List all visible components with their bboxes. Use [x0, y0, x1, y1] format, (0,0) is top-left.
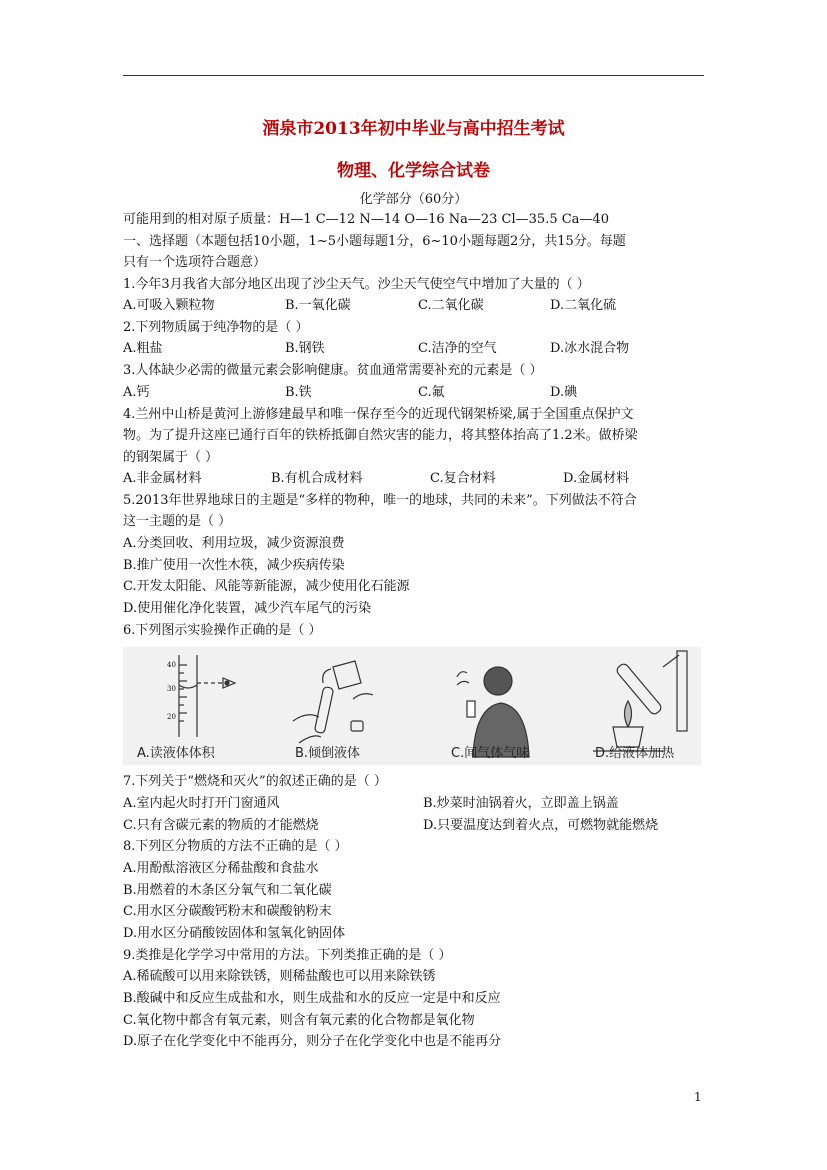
q5-option-d: D.使用催化净化装置，减少汽车尾气的污染: [123, 601, 372, 616]
q5-option-b: B.推广使用一次性木筷，减少疾病传染: [123, 558, 345, 573]
scale-label-40: 40: [167, 661, 176, 669]
page-number: 1: [694, 1090, 702, 1104]
caption-c: C.闻气体气味: [451, 746, 530, 761]
scale-label-20: 20: [167, 713, 176, 721]
question-8: 8.下列区分物质的方法不正确的是（ ）: [123, 839, 348, 854]
question-5: 5.2013年世界地球日的主题是“多样的物种，唯一的地球，共同的未来”。下列做法不符合: [123, 493, 637, 508]
q9-option-b: B.酸碱中和反应生成盐和水，则生成盐和水的反应一定是中和反应: [123, 991, 501, 1006]
scale-label-30: 30: [167, 685, 176, 693]
q2-option-b: B.钢铁: [285, 341, 325, 356]
question-4-cont: 物。为了提升这座已通行百年的铁桥抵御自然灾害的能力，将其整体抬高了1.2米。做桥梁: [123, 428, 638, 443]
q1-option-b: B.一氧化碳: [285, 298, 351, 313]
q1-option-d: D.二氧化硫: [550, 298, 617, 313]
q3-option-d: D.碘: [550, 385, 578, 400]
lab-operations-figure: [123, 647, 701, 765]
q3-option-b: B.铁: [285, 385, 312, 400]
section-heading-cont: 只有一个选项符合题意）: [123, 255, 267, 270]
atomic-masses: 可能用到的相对原子质量：H—1 C—12 N—14 O—16 Na—23 Cl—35.5 Ca—40: [123, 212, 609, 227]
q4-option-a: A.非金属材料: [123, 471, 202, 486]
q2-option-a: A.粗盐: [123, 341, 163, 356]
q7-option-d: D.只要温度达到着火点，可燃物就能燃烧: [423, 818, 659, 833]
caption-b: B.倾倒液体: [295, 746, 361, 761]
q3-option-c: C.氟: [418, 385, 445, 400]
q4-option-c: C.复合材料: [430, 471, 496, 486]
caption-a: A.读液体体积: [137, 746, 215, 761]
question-9: 9.类推是化学学习中常用的方法。下列类推正确的是（ ）: [123, 948, 452, 963]
q9-option-c: C.氧化物中都含有氧元素，则含有氧元素的化合物都是氧化物: [123, 1013, 475, 1028]
q2-option-d: D.冰水混合物: [550, 341, 630, 356]
question-7: 7.下列关于“燃烧和灭火”的叙述正确的是（ ）: [123, 774, 387, 789]
q2-option-c: C.洁净的空气: [418, 341, 497, 356]
q1-option-c: C.二氧化碳: [418, 298, 484, 313]
q4-option-b: B.有机合成材料: [271, 471, 363, 486]
q8-option-c: C.用水区分碳酸钙粉末和碳酸钠粉末: [123, 904, 332, 919]
q7-option-b: B.炒菜时油锅着火，立即盖上锅盖: [423, 796, 619, 811]
q9-option-a: A.稀硫酸可以用来除铁锈，则稀盐酸也可以用来除铁锈: [123, 969, 436, 984]
q9-option-d: D.原子在化学变化中不能再分，则分子在化学变化中也是不能再分: [123, 1034, 502, 1049]
question-6: 6.下列图示实验操作正确的是（ ）: [123, 623, 322, 638]
header-rule: [123, 75, 704, 76]
section-heading: 一、选择题（本题包括10小题，1~5小题每题1分，6~10小题每题2分，共15分。每题: [123, 234, 626, 249]
question-2: 2.下列物质属于纯净物的是（ ）: [123, 320, 309, 335]
q4-option-d: D.金属材料: [563, 471, 630, 486]
q3-option-a: A.钙: [123, 385, 150, 400]
exam-subtitle: 物理、化学综合试卷: [337, 161, 490, 181]
exam-title: 酒泉市2013年初中毕业与高中招生考试: [262, 119, 565, 139]
caption-d: D.给液体加热: [595, 746, 675, 761]
question-3: 3.人体缺少必需的微量元素会影响健康。贫血通常需要补充的元素是（ ）: [123, 363, 543, 378]
q7-option-c: C.只有含碳元素的物质的才能燃烧: [123, 818, 319, 833]
q8-option-b: B.用燃着的木条区分氧气和二氧化碳: [123, 883, 332, 898]
q8-option-a: A.用酚酞溶液区分稀盐酸和食盐水: [123, 861, 319, 876]
section-title: 化学部分（60分）: [359, 192, 468, 207]
question-4-cont2: 的钢架属于（ ）: [123, 450, 219, 465]
question-5-cont: 这一主题的是（ ）: [123, 514, 232, 529]
q1-option-a: A.可吸入颗粒物: [123, 298, 215, 313]
q7-option-a: A.室内起火时打开门窗通风: [123, 796, 280, 811]
q5-option-a: A.分类回收、利用垃圾，减少资源浪费: [123, 536, 345, 551]
q5-option-c: C.开发太阳能、风能等新能源，减少使用化石能源: [123, 579, 410, 594]
q8-option-d: D.用水区分硝酸铵固体和氢氧化钠固体: [123, 926, 346, 941]
question-4: 4.兰州中山桥是黄河上游修建最早和唯一保存至今的近现代钢架桥梁,属于全国重点保护文: [123, 407, 634, 422]
question-1: 1.今年3月我省大部分地区出现了沙尘天气。沙尘天气使空气中增加了大量的（ ）: [123, 277, 590, 292]
